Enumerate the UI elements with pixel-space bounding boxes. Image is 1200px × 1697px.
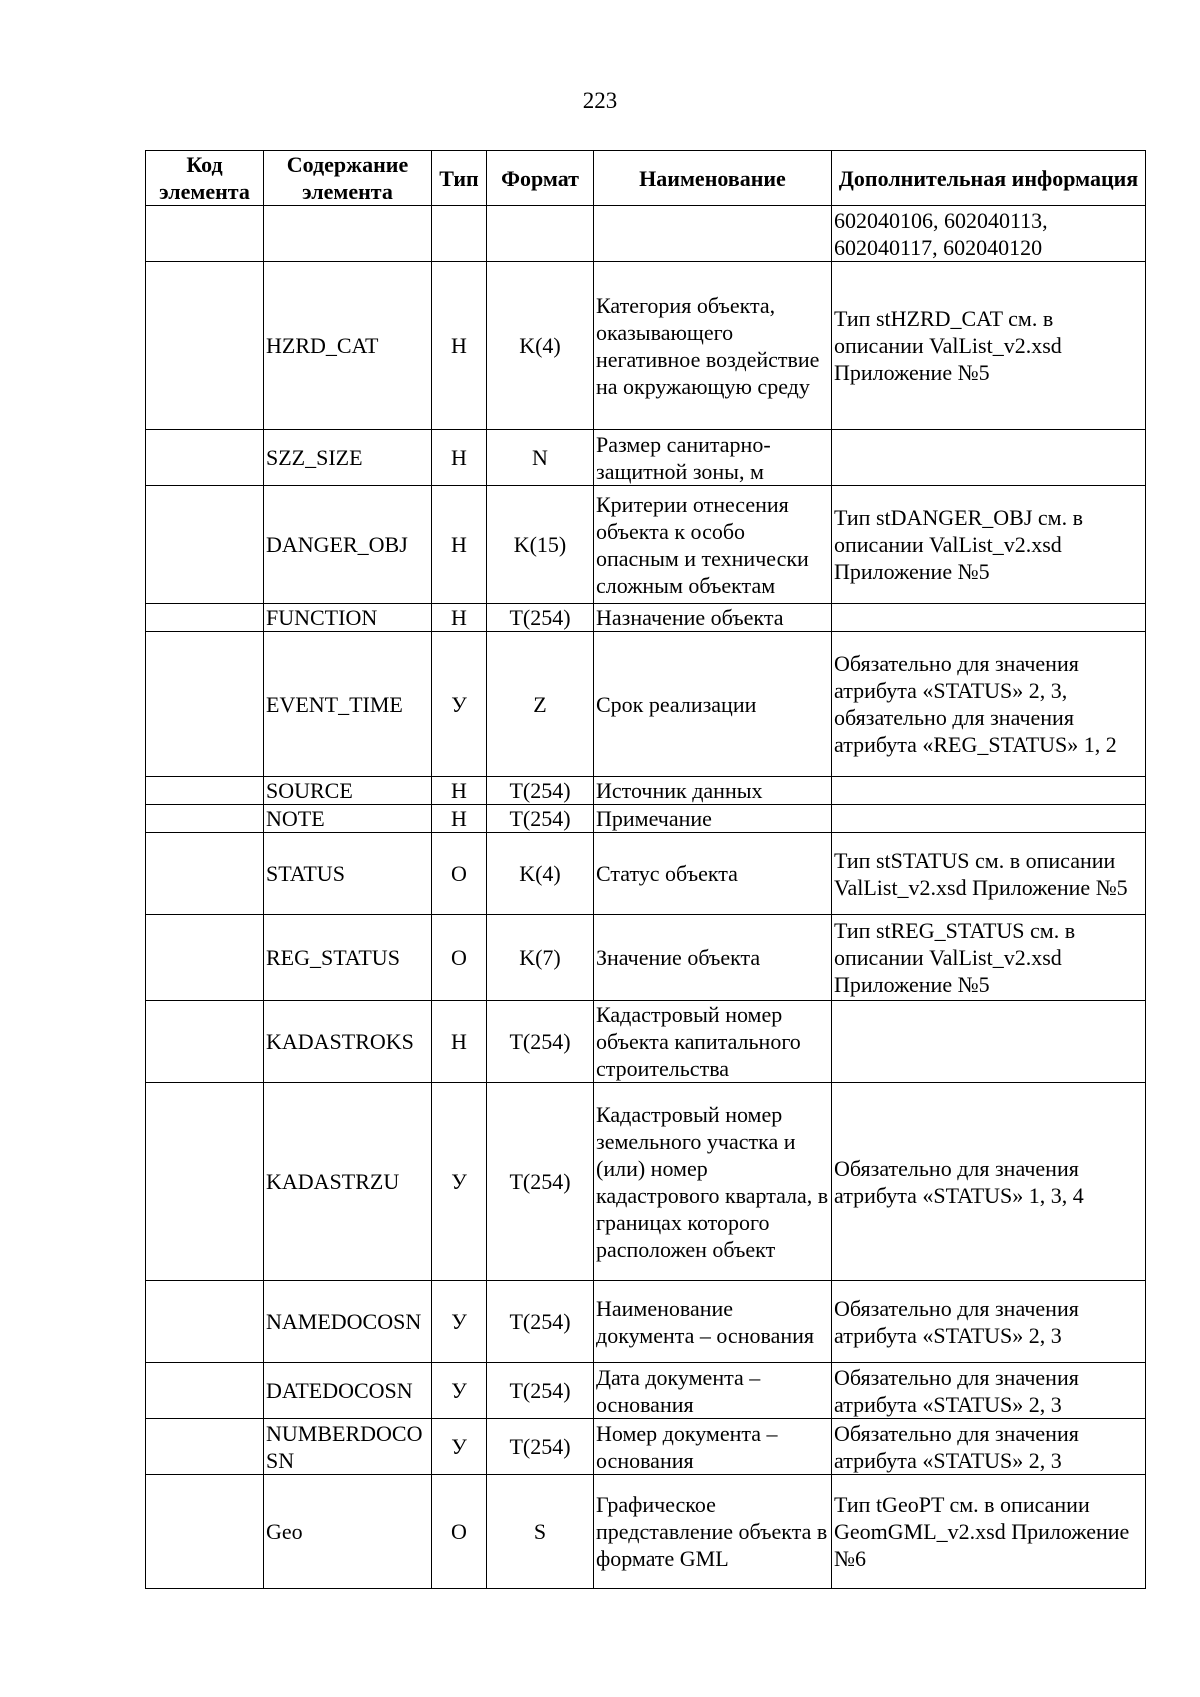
cell-type: О	[432, 915, 487, 1001]
table-row	[146, 915, 1146, 1001]
cell-format	[487, 206, 594, 262]
cell-info	[832, 777, 1146, 805]
cell-type: Н	[432, 1001, 487, 1083]
cell-type: У	[432, 632, 487, 777]
cell-type: Н	[432, 805, 487, 833]
cell-code	[146, 430, 264, 486]
cell-name: Наименование документа – основания	[594, 1281, 832, 1363]
cell-format: K(15)	[487, 486, 594, 604]
cell-name: Кадастровый номер объекта капитального строительства	[594, 1001, 832, 1083]
cell-name: Дата документа – основания	[594, 1363, 832, 1419]
cell-format: K(4)	[487, 833, 594, 915]
cell-info: Тип tGeoPT см. в описании GeomGML_v2.xsd Приложение №6	[832, 1475, 1146, 1589]
cell-info: Тип stDANGER_OBJ см. в описании ValList_v2.xsd Приложение №5	[832, 486, 1146, 604]
cell-format: T(254)	[487, 1001, 594, 1083]
cell-name: Значение объекта	[594, 915, 832, 1001]
cell-type	[432, 206, 487, 262]
cell-name: Графическое представление объекта в формате GML	[594, 1475, 832, 1589]
cell-name	[594, 206, 832, 262]
cell-content: SZZ_SIZE	[264, 430, 432, 486]
table-row	[146, 206, 1146, 262]
cell-type: Н	[432, 262, 487, 430]
cell-format: T(254)	[487, 1419, 594, 1475]
cell-code	[146, 1281, 264, 1363]
cell-format: Z	[487, 632, 594, 777]
cell-code	[146, 915, 264, 1001]
cell-type: У	[432, 1083, 487, 1281]
cell-name: Кадастровый номер земельного участка и (или) номер кадастрового квартала, в границах которого расположен объект	[594, 1083, 832, 1281]
cell-content: FUNCTION	[264, 604, 432, 632]
cell-info	[832, 1001, 1146, 1083]
cell-info: Обязательно для значения атрибута «STATUS» 1, 3, 4	[832, 1083, 1146, 1281]
header-code: Код элемента	[146, 151, 264, 206]
cell-content: Geo	[264, 1475, 432, 1589]
cell-code	[146, 1363, 264, 1419]
cell-info: Обязательно для значения атрибута «STATUS» 2, 3, обязательно для значения атрибута «REG_STATUS» 1, 2	[832, 632, 1146, 777]
cell-code	[146, 833, 264, 915]
cell-type: У	[432, 1419, 487, 1475]
header-type: Тип	[432, 151, 487, 206]
cell-code	[146, 486, 264, 604]
cell-type: У	[432, 1281, 487, 1363]
cell-code	[146, 206, 264, 262]
table-row	[146, 632, 1146, 777]
cell-code	[146, 1001, 264, 1083]
cell-content: SOURCE	[264, 777, 432, 805]
page-number: 223	[582, 88, 618, 113]
cell-content: STATUS	[264, 833, 432, 915]
cell-type: Н	[432, 430, 487, 486]
cell-info: Обязательно для значения атрибута «STATUS» 2, 3	[832, 1281, 1146, 1363]
cell-code	[146, 777, 264, 805]
cell-info: Обязательно для значения атрибута «STATUS» 2, 3	[832, 1419, 1146, 1475]
cell-info: Обязательно для значения атрибута «STATUS» 2, 3	[832, 1363, 1146, 1419]
cell-name: Номер документа – основания	[594, 1419, 832, 1475]
cell-name: Статус объекта	[594, 833, 832, 915]
cell-code	[146, 1419, 264, 1475]
cell-format: T(254)	[487, 1363, 594, 1419]
table-row	[146, 604, 1146, 632]
cell-code	[146, 805, 264, 833]
cell-content: NAMEDOCOSN	[264, 1281, 432, 1363]
cell-name: Критерии отнесения объекта к особо опасным и технически сложным объектам	[594, 486, 832, 604]
cell-code	[146, 1475, 264, 1589]
header-content: Содержание элемента	[264, 151, 432, 206]
cell-name: Категория объекта, оказывающего негативное воздействие на окружающую среду	[594, 262, 832, 430]
cell-code	[146, 604, 264, 632]
cell-content: NOTE	[264, 805, 432, 833]
cell-type: О	[432, 833, 487, 915]
cell-format: T(254)	[487, 805, 594, 833]
cell-info: Тип stHZRD_CAT см. в описании ValList_v2.xsd Приложение №5	[832, 262, 1146, 430]
cell-type: Н	[432, 777, 487, 805]
cell-content: REG_STATUS	[264, 915, 432, 1001]
cell-name: Источник данных	[594, 777, 832, 805]
table-row	[146, 1363, 1146, 1419]
cell-type: Н	[432, 486, 487, 604]
cell-content: KADASTROKS	[264, 1001, 432, 1083]
table-row	[146, 833, 1146, 915]
table-row	[146, 1281, 1146, 1363]
table-row	[146, 1475, 1146, 1589]
cell-type: О	[432, 1475, 487, 1589]
cell-name: Размер санитарно-защитной зоны, м	[594, 430, 832, 486]
cell-format: T(254)	[487, 604, 594, 632]
cell-name: Срок реализации	[594, 632, 832, 777]
table-row	[146, 430, 1146, 486]
cell-info: 602040106, 602040113, 602040117, 602040120	[832, 206, 1146, 262]
cell-name: Назначение объекта	[594, 604, 832, 632]
header-info: Дополнительная информация	[832, 151, 1146, 206]
table-row	[146, 486, 1146, 604]
header-format: Формат	[487, 151, 594, 206]
table-header-row	[146, 151, 1146, 206]
cell-info: Тип stREG_STATUS см. в описании ValList_v2.xsd Приложение №5	[832, 915, 1146, 1001]
cell-type: Н	[432, 604, 487, 632]
cell-content: HZRD_CAT	[264, 262, 432, 430]
cell-format: T(254)	[487, 1281, 594, 1363]
cell-content: KADASTRZU	[264, 1083, 432, 1281]
cell-code	[146, 262, 264, 430]
cell-format: K(4)	[487, 262, 594, 430]
table-row	[146, 1083, 1146, 1281]
cell-info: Тип stSTATUS см. в описании ValList_v2.xsd Приложение №5	[832, 833, 1146, 915]
cell-content: DANGER_OBJ	[264, 486, 432, 604]
cell-name: Примечание	[594, 805, 832, 833]
table-row	[146, 1001, 1146, 1083]
cell-code	[146, 1083, 264, 1281]
cell-info	[832, 604, 1146, 632]
table-row	[146, 1419, 1146, 1475]
cell-content: NUMBERDOCOSN	[264, 1419, 432, 1475]
table-row	[146, 805, 1146, 833]
cell-format: N	[487, 430, 594, 486]
cell-format: T(254)	[487, 777, 594, 805]
header-name: Наименование	[594, 151, 832, 206]
cell-info	[832, 430, 1146, 486]
cell-format: S	[487, 1475, 594, 1589]
table-row	[146, 262, 1146, 430]
cell-type: У	[432, 1363, 487, 1419]
table-row	[146, 777, 1146, 805]
cell-format: K(7)	[487, 915, 594, 1001]
cell-format: T(254)	[487, 1083, 594, 1281]
cell-code	[146, 632, 264, 777]
cell-info	[832, 805, 1146, 833]
cell-content	[264, 206, 432, 262]
cell-content: DATEDOCOSN	[264, 1363, 432, 1419]
cell-content: EVENT_TIME	[264, 632, 432, 777]
element-spec-table	[145, 150, 1146, 1589]
